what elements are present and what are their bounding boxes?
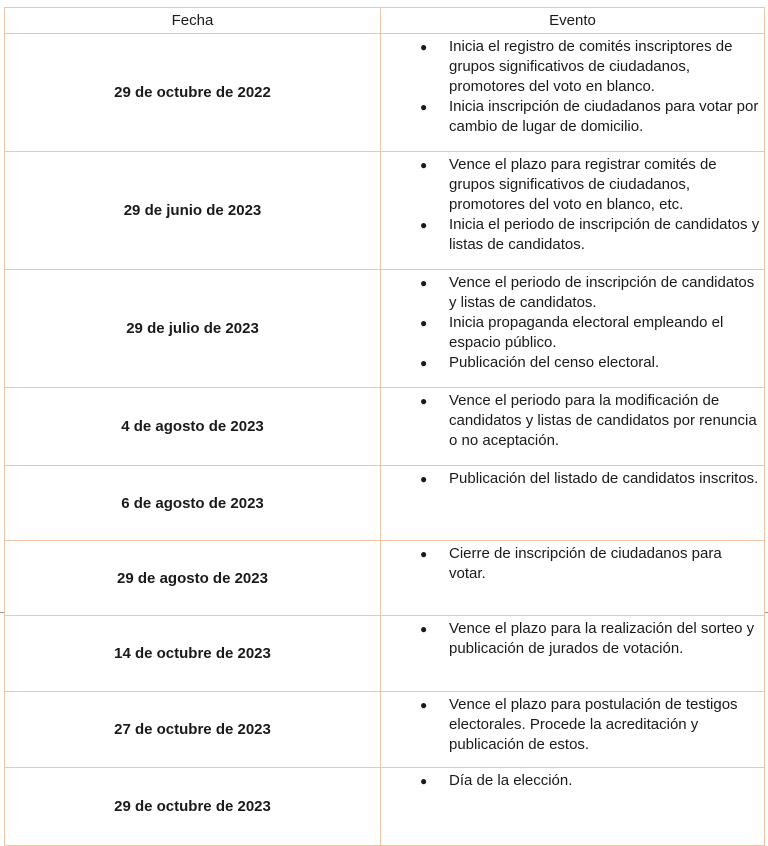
bullet-icon: ● bbox=[420, 698, 428, 712]
event-cell bbox=[381, 388, 765, 466]
event-text: Vence el plazo para postulación de testigos electorales. Procede la acreditación y publicación de estos. bbox=[449, 696, 738, 753]
event-text: Inicia el registro de comités inscriptores de grupos significativos de ciudadanos, promotores del voto en blanco. bbox=[449, 38, 733, 95]
event-list bbox=[381, 270, 764, 373]
event-list bbox=[381, 541, 764, 584]
header-fecha: Fecha bbox=[5, 8, 381, 34]
bullet-icon: ● bbox=[420, 158, 428, 172]
event-text: Cierre de inscripción de ciudadanos para votar. bbox=[449, 545, 722, 582]
list-item bbox=[381, 619, 760, 659]
header-evento: Evento bbox=[381, 8, 765, 34]
date-cell: 27 de octubre de 2023 bbox=[5, 692, 381, 768]
bullet-icon: ● bbox=[420, 316, 428, 330]
event-list bbox=[381, 388, 764, 451]
table-body bbox=[5, 34, 765, 846]
table-row bbox=[5, 616, 765, 692]
event-text: Publicación del censo electoral. bbox=[449, 354, 660, 371]
event-cell bbox=[381, 692, 765, 768]
list-item bbox=[381, 353, 760, 373]
list-item bbox=[381, 469, 760, 489]
bullet-icon: ● bbox=[420, 100, 428, 114]
event-list bbox=[381, 616, 764, 659]
list-item bbox=[381, 313, 760, 353]
event-list bbox=[381, 692, 764, 755]
event-cell bbox=[381, 541, 765, 616]
table-row bbox=[5, 34, 765, 152]
list-item bbox=[381, 391, 760, 451]
date-cell: 6 de agosto de 2023 bbox=[5, 466, 381, 541]
table-row bbox=[5, 541, 765, 616]
event-list bbox=[381, 152, 764, 255]
bullet-icon: ● bbox=[420, 547, 428, 561]
table-row bbox=[5, 692, 765, 768]
table-row bbox=[5, 152, 765, 270]
list-item bbox=[381, 215, 760, 255]
date-cell: 29 de octubre de 2023 bbox=[5, 768, 381, 846]
date-cell: 29 de julio de 2023 bbox=[5, 270, 381, 388]
date-cell: 29 de junio de 2023 bbox=[5, 152, 381, 270]
header-row bbox=[5, 8, 765, 34]
bullet-icon: ● bbox=[420, 218, 428, 232]
list-item bbox=[381, 695, 760, 755]
list-item bbox=[381, 273, 760, 313]
bullet-icon: ● bbox=[420, 276, 428, 290]
event-list bbox=[381, 466, 764, 489]
bullet-icon: ● bbox=[420, 356, 428, 370]
bullet-icon: ● bbox=[420, 622, 428, 636]
electoral-calendar-table bbox=[4, 7, 765, 846]
event-text: Inicia el periodo de inscripción de candidatos y listas de candidatos. bbox=[449, 216, 760, 253]
date-cell: 29 de octubre de 2022 bbox=[5, 34, 381, 152]
bullet-icon: ● bbox=[420, 40, 428, 54]
event-text: Inicia propaganda electoral empleando el espacio público. bbox=[449, 314, 724, 351]
date-cell: 29 de agosto de 2023 bbox=[5, 541, 381, 616]
table-row bbox=[5, 466, 765, 541]
bullet-icon: ● bbox=[420, 472, 428, 486]
table-row bbox=[5, 768, 765, 846]
date-cell: 14 de octubre de 2023 bbox=[5, 616, 381, 692]
event-cell bbox=[381, 270, 765, 388]
event-list bbox=[381, 34, 764, 137]
event-text: Día de la elección. bbox=[449, 772, 573, 789]
event-cell bbox=[381, 616, 765, 692]
event-text: Vence el plazo para la realización del sorteo y publicación de jurados de votación. bbox=[449, 620, 755, 657]
table-row bbox=[5, 270, 765, 388]
date-cell: 4 de agosto de 2023 bbox=[5, 388, 381, 466]
bullet-icon: ● bbox=[420, 394, 428, 408]
table-row bbox=[5, 388, 765, 466]
bullet-icon: ● bbox=[420, 774, 428, 788]
event-text: Inicia inscripción de ciudadanos para votar por cambio de lugar de domicilio. bbox=[449, 98, 759, 135]
event-cell bbox=[381, 34, 765, 152]
event-text: Vence el plazo para registrar comités de grupos significativos de ciudadanos, promotores del voto en blanco, etc. bbox=[449, 156, 717, 213]
list-item bbox=[381, 155, 760, 215]
event-cell bbox=[381, 466, 765, 541]
list-item bbox=[381, 544, 760, 584]
list-item bbox=[381, 37, 760, 97]
event-cell bbox=[381, 768, 765, 846]
list-item bbox=[381, 771, 760, 791]
list-item bbox=[381, 97, 760, 137]
event-text: Vence el periodo para la modificación de candidatos y listas de candidatos por renuncia o no aceptación. bbox=[449, 392, 757, 449]
event-cell bbox=[381, 152, 765, 270]
event-text: Publicación del listado de candidatos inscritos. bbox=[449, 470, 759, 487]
event-text: Vence el periodo de inscripción de candidatos y listas de candidatos. bbox=[449, 274, 755, 311]
event-list bbox=[381, 768, 764, 791]
